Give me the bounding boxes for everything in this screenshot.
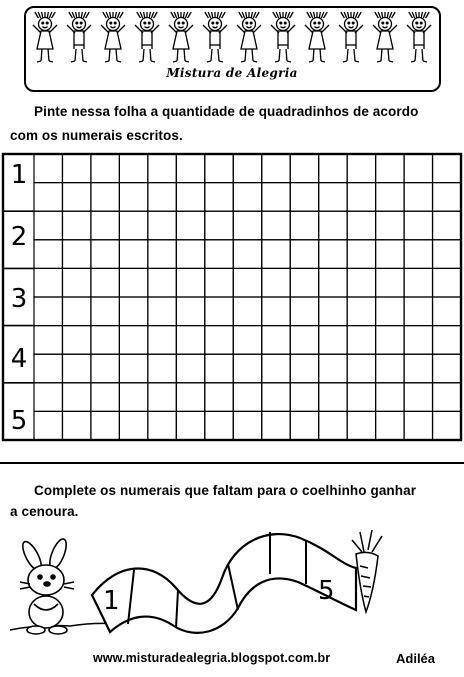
grid-cell[interactable] <box>205 268 233 297</box>
grid-cell[interactable] <box>290 183 318 212</box>
grid-cell[interactable] <box>62 154 90 183</box>
child-figure <box>237 12 261 62</box>
grid-cell[interactable] <box>91 297 119 326</box>
section-divider <box>0 462 464 464</box>
grid-cell[interactable] <box>205 297 233 326</box>
grid-cell[interactable] <box>176 240 204 269</box>
grid-cell[interactable] <box>404 326 432 355</box>
grid-cell[interactable] <box>148 240 176 269</box>
grid-cell[interactable] <box>319 268 347 297</box>
grid-cell[interactable] <box>347 411 375 440</box>
grid-cell[interactable] <box>290 354 318 383</box>
footer-author: Adiléa <box>396 651 436 666</box>
grid-cell[interactable] <box>233 268 261 297</box>
grid-cell[interactable] <box>404 240 432 269</box>
grid-cell[interactable] <box>319 354 347 383</box>
row-label-5: 5 <box>10 406 28 436</box>
number-path-snake <box>0 520 464 645</box>
grid-cell[interactable] <box>262 211 290 240</box>
grid-cell[interactable] <box>176 297 204 326</box>
child-figure <box>101 12 125 62</box>
grid-cell[interactable] <box>376 354 404 383</box>
grid-cell[interactable] <box>119 154 147 183</box>
child-figure <box>339 12 363 62</box>
grid-cell[interactable] <box>376 411 404 440</box>
grid-cell[interactable] <box>404 383 432 412</box>
grid-cell[interactable] <box>176 354 204 383</box>
grid-cell[interactable] <box>34 211 62 240</box>
activity2-instruction-line2: a cenoura. <box>10 504 79 519</box>
grid-cell[interactable] <box>119 297 147 326</box>
grid-cell[interactable] <box>404 211 432 240</box>
grid-cell[interactable] <box>233 211 261 240</box>
grid-cell[interactable] <box>319 383 347 412</box>
grid-cell[interactable] <box>148 354 176 383</box>
grid-cell[interactable] <box>91 154 119 183</box>
grid-cell[interactable] <box>233 383 261 412</box>
grid-cell[interactable] <box>91 326 119 355</box>
grid-cell[interactable] <box>176 383 204 412</box>
grid-cell[interactable] <box>376 268 404 297</box>
child-figure <box>373 12 397 62</box>
path-number-last: 5 <box>318 576 335 606</box>
grid-cell[interactable] <box>376 326 404 355</box>
grid-cell[interactable] <box>176 211 204 240</box>
grid-cell[interactable] <box>62 183 90 212</box>
grid-cell[interactable] <box>62 411 90 440</box>
grid-cell[interactable] <box>176 154 204 183</box>
grid-cell[interactable] <box>62 240 90 269</box>
grid-cell[interactable] <box>262 154 290 183</box>
grid-cell[interactable] <box>290 297 318 326</box>
grid-cell[interactable] <box>62 211 90 240</box>
child-figure <box>271 12 295 62</box>
grid-cell[interactable] <box>319 326 347 355</box>
path-number-first: 1 <box>103 586 120 616</box>
grid-cell[interactable] <box>404 268 432 297</box>
grid-cell[interactable] <box>34 154 62 183</box>
grid-cell[interactable] <box>233 183 261 212</box>
grid-cell[interactable] <box>433 154 461 183</box>
grid-cell[interactable] <box>347 268 375 297</box>
grid-cell[interactable] <box>290 240 318 269</box>
grid-cell[interactable] <box>433 354 461 383</box>
grid-cell[interactable] <box>205 326 233 355</box>
grid-cell[interactable] <box>376 154 404 183</box>
grid-cell[interactable] <box>119 268 147 297</box>
grid-cell[interactable] <box>119 240 147 269</box>
child-figure <box>33 12 57 62</box>
grid-cell[interactable] <box>148 326 176 355</box>
row-label-3: 3 <box>10 284 28 314</box>
grid-cell[interactable] <box>376 297 404 326</box>
grid-cell[interactable] <box>148 183 176 212</box>
grid-cell[interactable] <box>347 240 375 269</box>
child-figure <box>203 12 227 62</box>
grid-cell[interactable] <box>262 383 290 412</box>
grid-cell[interactable] <box>119 383 147 412</box>
grid-cell[interactable] <box>62 268 90 297</box>
grid-cell[interactable] <box>233 326 261 355</box>
grid-cell[interactable] <box>404 411 432 440</box>
grid-cell[interactable] <box>34 297 62 326</box>
grid-cell[interactable] <box>176 411 204 440</box>
activity2-instruction-line1: Complete os numerais que faltam para o coelhinho ganhar <box>34 483 417 498</box>
grid-cell[interactable] <box>205 154 233 183</box>
grid-cell[interactable] <box>262 297 290 326</box>
grid-cell[interactable] <box>290 326 318 355</box>
child-figure <box>169 12 193 62</box>
grid-cell[interactable] <box>433 211 461 240</box>
grid-cell[interactable] <box>347 383 375 412</box>
children-row-illustration <box>28 9 436 69</box>
row-label-1: 1 <box>10 160 28 190</box>
grid-cell[interactable] <box>433 383 461 412</box>
grid-cell[interactable] <box>176 268 204 297</box>
grid-cell[interactable] <box>262 411 290 440</box>
grid-cell[interactable] <box>62 326 90 355</box>
grid-cell[interactable] <box>91 240 119 269</box>
grid-cell[interactable] <box>205 411 233 440</box>
grid-cell[interactable] <box>376 211 404 240</box>
grid-cell[interactable] <box>347 297 375 326</box>
grid-cell[interactable] <box>319 211 347 240</box>
grid-cell[interactable] <box>34 411 62 440</box>
activity1-instruction-line2: com os numerais escritos. <box>10 128 183 143</box>
grid-cell[interactable] <box>205 383 233 412</box>
grid-cell[interactable] <box>404 183 432 212</box>
grid-cell[interactable] <box>62 354 90 383</box>
grid-cell[interactable] <box>262 240 290 269</box>
grid-cell[interactable] <box>91 354 119 383</box>
grid-cell[interactable] <box>119 211 147 240</box>
grid-cell[interactable] <box>290 211 318 240</box>
grid-cell[interactable] <box>433 183 461 212</box>
grid-cell[interactable] <box>62 297 90 326</box>
grid-cell[interactable] <box>376 183 404 212</box>
grid-cell[interactable] <box>233 240 261 269</box>
child-figure <box>135 12 159 62</box>
grid-cell[interactable] <box>176 183 204 212</box>
row-label-2: 2 <box>10 222 28 252</box>
grid-cell[interactable] <box>205 240 233 269</box>
child-figure <box>305 12 329 62</box>
grid-cell[interactable] <box>290 383 318 412</box>
grid-cell[interactable] <box>433 411 461 440</box>
grid-cell[interactable] <box>262 354 290 383</box>
grid-cell[interactable] <box>91 183 119 212</box>
grid-cell[interactable] <box>119 411 147 440</box>
grid-cell[interactable] <box>319 297 347 326</box>
grid-cell[interactable] <box>233 411 261 440</box>
grid-cell[interactable] <box>262 326 290 355</box>
grid-cell[interactable] <box>148 154 176 183</box>
grid-cell[interactable] <box>233 354 261 383</box>
grid-cell[interactable] <box>433 240 461 269</box>
grid-cell[interactable] <box>148 211 176 240</box>
grid-cell[interactable] <box>433 326 461 355</box>
grid-cell[interactable] <box>34 383 62 412</box>
child-figure <box>67 12 91 62</box>
grid-cell[interactable] <box>319 154 347 183</box>
grid-cell[interactable] <box>404 154 432 183</box>
grid-cell[interactable] <box>119 354 147 383</box>
coloring-grid <box>0 150 464 446</box>
grid-cell[interactable] <box>148 383 176 412</box>
grid-cell[interactable] <box>91 268 119 297</box>
grid-cell[interactable] <box>205 211 233 240</box>
grid-cell[interactable] <box>119 183 147 212</box>
grid-cell[interactable] <box>347 326 375 355</box>
grid-cell[interactable] <box>404 354 432 383</box>
grid-cell[interactable] <box>91 411 119 440</box>
grid-cell[interactable] <box>148 411 176 440</box>
grid-cell[interactable] <box>433 297 461 326</box>
grid-cell[interactable] <box>290 411 318 440</box>
grid-cell[interactable] <box>404 297 432 326</box>
grid-cell[interactable] <box>176 326 204 355</box>
grid-cell[interactable] <box>119 326 147 355</box>
grid-cell[interactable] <box>205 354 233 383</box>
grid-cell[interactable] <box>376 240 404 269</box>
grid-cell[interactable] <box>148 297 176 326</box>
grid-cell[interactable] <box>233 154 261 183</box>
bunny-icon <box>19 537 74 634</box>
grid-cell[interactable] <box>34 268 62 297</box>
grid-cell[interactable] <box>91 383 119 412</box>
grid-cell[interactable] <box>347 211 375 240</box>
grid-cell[interactable] <box>262 268 290 297</box>
grid-cell[interactable] <box>262 183 290 212</box>
grid-cell[interactable] <box>347 183 375 212</box>
grid-cell[interactable] <box>34 240 62 269</box>
row-label-4: 4 <box>10 344 28 374</box>
grid-cell[interactable] <box>290 268 318 297</box>
grid-cell[interactable] <box>233 297 261 326</box>
grid-cell[interactable] <box>34 354 62 383</box>
grid-cell[interactable] <box>148 268 176 297</box>
grid-cell[interactable] <box>34 183 62 212</box>
grid-cell[interactable] <box>433 268 461 297</box>
grid-cell[interactable] <box>319 240 347 269</box>
grid-cell[interactable] <box>319 183 347 212</box>
grid-cell[interactable] <box>376 383 404 412</box>
grid-cell[interactable] <box>205 183 233 212</box>
grid-cell[interactable] <box>319 411 347 440</box>
footer-url: www.misturadealegria.blogspot.com.br <box>93 651 331 665</box>
grid-cell[interactable] <box>347 354 375 383</box>
grid-cell[interactable] <box>290 154 318 183</box>
header-title: Mistura de Alegria <box>166 66 298 80</box>
grid-cell[interactable] <box>91 211 119 240</box>
grid-cell[interactable] <box>62 383 90 412</box>
grid-cell[interactable] <box>347 154 375 183</box>
grid-cell[interactable] <box>34 326 62 355</box>
child-figure <box>407 12 431 62</box>
activity1-instruction-line1: Pinte nessa folha a quantidade de quadradinhos de acordo <box>34 104 419 119</box>
